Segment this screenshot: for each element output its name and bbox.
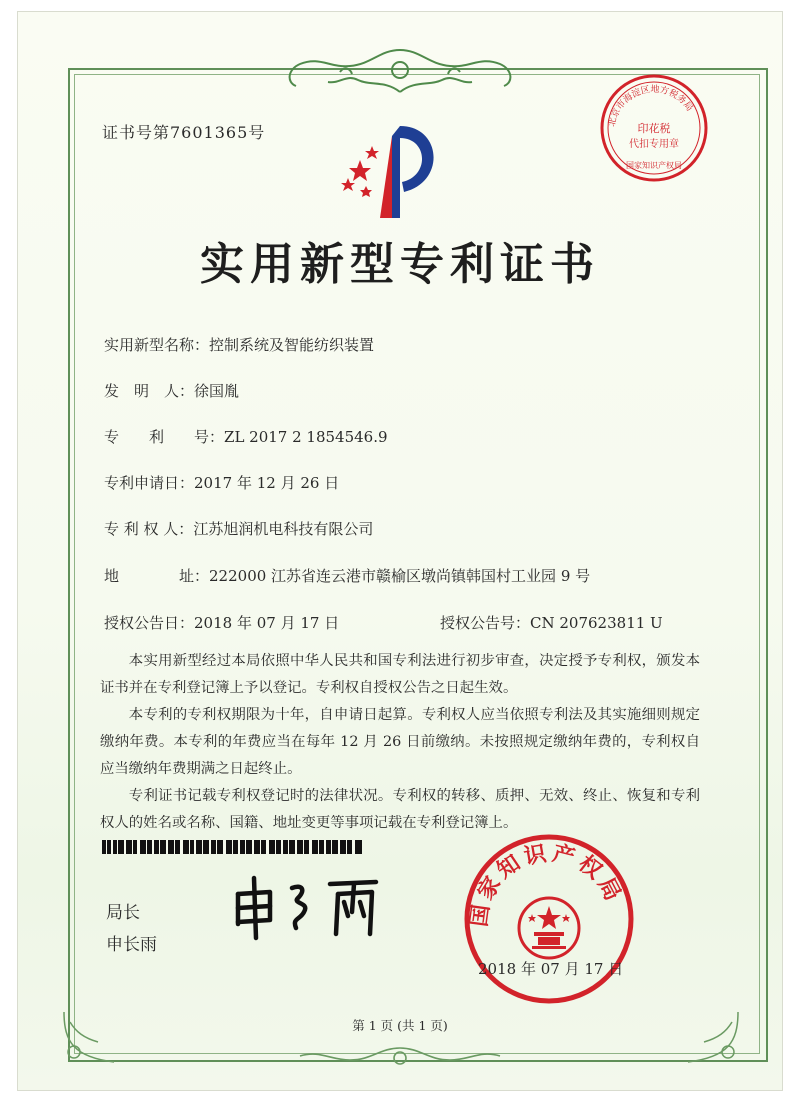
field-label: 发 明 人： — [104, 382, 195, 400]
field-grant-number — [440, 612, 663, 633]
tax-seal-center-2: 代扣专用章 — [629, 139, 679, 150]
tax-seal-ring-text: 北京市海淀区地方税务局 — [607, 84, 695, 128]
seal-date: 2018 年 07 月 17 日 — [478, 960, 624, 978]
patent-office-logo — [330, 122, 460, 222]
director-signature — [226, 872, 396, 942]
field-patentee — [104, 518, 373, 539]
field-patent-number — [104, 426, 388, 447]
tax-seal-bottom: 国家知识产权局 — [626, 161, 682, 170]
field-label: 实用新型名称： — [104, 336, 210, 354]
certificate-title: 实用新型专利证书 — [200, 239, 600, 290]
seal-ring-text: 国家知识产权局 — [466, 840, 627, 929]
director-name: 申长雨 — [106, 935, 157, 955]
patent-office-seal — [462, 832, 636, 1006]
tax-seal-center-1: 印花税 — [637, 122, 671, 135]
field-value: 2017 年 12 月 26 日 — [194, 474, 340, 492]
corner-ornament-bl — [54, 1002, 124, 1072]
field-value: CN 207623811 U — [530, 614, 663, 632]
tax-stamp-seal — [598, 72, 710, 184]
field-application-date — [104, 472, 339, 493]
field-value: 徐国胤 — [194, 382, 240, 400]
field-label: 授权公告号： — [440, 614, 531, 632]
field-label: 地 址： — [104, 567, 210, 585]
field-address — [104, 565, 590, 586]
field-label: 专 利 权 人： — [104, 520, 194, 538]
field-value: 222000 江苏省连云港市赣榆区墩尚镇韩国村工业园 9 号 — [209, 567, 591, 585]
field-label: 专利申请日： — [104, 474, 195, 492]
body-paragraph: 本实用新型经过本局依照中华人民共和国专利法进行初步审查，决定授予专利权，颁发本证书并在专利登记簿上予以登记。专利权自授权公告之日起生效。 — [100, 653, 700, 696]
certificate-number: 证书号第7601365号 — [102, 123, 266, 142]
field-label: 授权公告日： — [104, 614, 195, 632]
body-paragraph: 本专利的专利权期限为十年，自申请日起算。专利权人应当依照专利法及其实施细则规定缴纳年费。本专利的年费应当在每年 12 月 26 日前缴纳。未按照规定缴纳年费的，专利权自应当缴纳年费期满之日起终止。 — [100, 707, 700, 777]
field-inventor — [104, 380, 239, 401]
barcode — [102, 840, 362, 854]
bottom-ornament — [280, 1038, 520, 1078]
field-value: ZL 2017 2 1854546.9 — [224, 428, 388, 446]
field-value: 控制系统及智能纺织装置 — [209, 336, 375, 354]
field-label: 专 利 号： — [104, 428, 225, 446]
page-footer: 第 1 页 (共 1 页) — [352, 1018, 448, 1033]
field-value: 2018 年 07 月 17 日 — [194, 614, 340, 632]
field-value: 江苏旭润机电科技有限公司 — [193, 520, 374, 538]
field-utility-model-name — [104, 334, 374, 355]
certificate-body — [100, 648, 700, 837]
national-emblem — [519, 898, 579, 958]
corner-ornament-br — [678, 1002, 748, 1072]
body-paragraph: 专利证书记载专利权登记时的法律状况。专利权的转移、质押、无效、终止、恢复和专利权人的姓名或名称、国籍、地址变更等事项记载在专利登记簿上。 — [100, 788, 700, 831]
top-ornament — [280, 42, 520, 102]
field-grant-date — [104, 612, 339, 633]
director-title: 局长 — [106, 903, 140, 923]
